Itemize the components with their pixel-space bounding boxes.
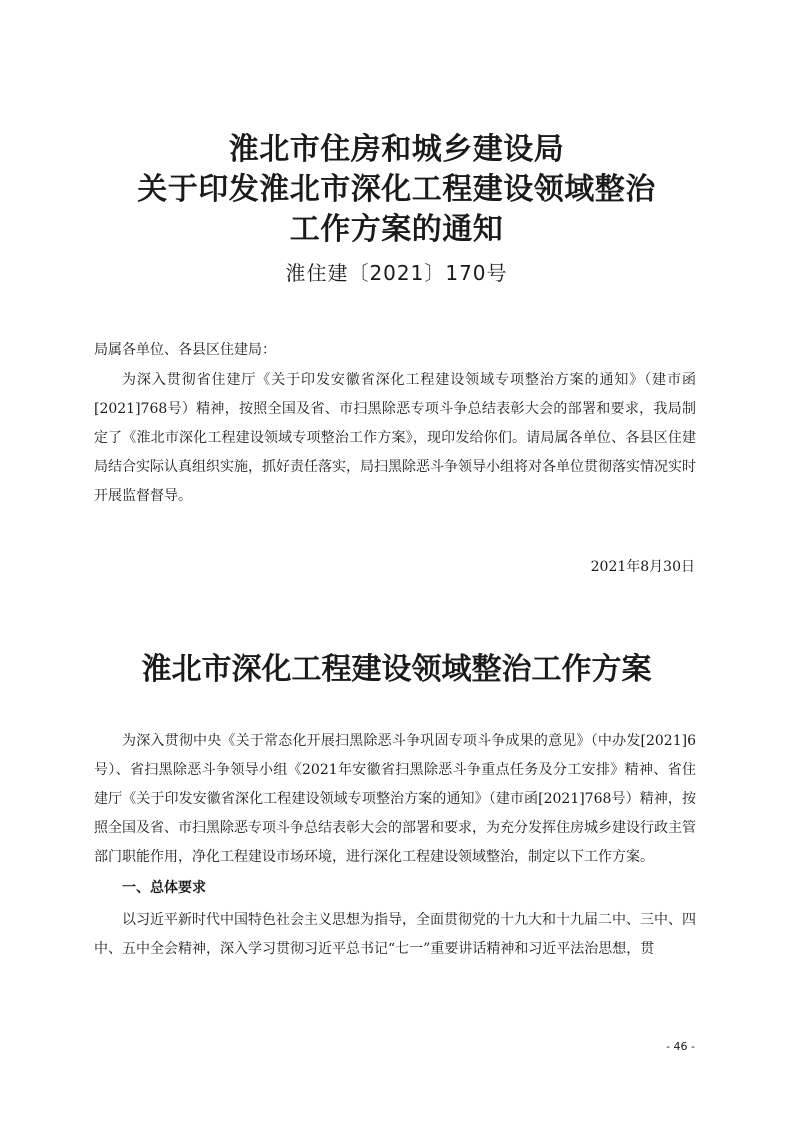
section-heading-general-requirements: 一、总体要求	[122, 880, 206, 896]
plan-intro-paragraph: 为深入贯彻中央《关于常态化开展扫黑除恶斗争巩固专项斗争成果的意见》（中办发[2021]6号）、省扫黑除恶斗争领导小组《2021年安徽省扫黑除恶斗争重点任务及分工安排》精神、省住建厅《关于印发安徽省深化工程建设领域专项整治方案的通知》（建市函[2021]768号）精神，按照全国及省、市扫黑除恶专项斗争总结表彰大会的部署和要求，为充分发挥住房城乡建设行政主管部门职能作用，净化工程建设市场环境，进行深化工程建设领域整治，制定以下工作方案。	[94, 733, 696, 865]
plan-title: 淮北市深化工程建设领域整治工作方案	[141, 652, 652, 687]
issue-date: 2021年8月30日	[590, 559, 695, 575]
notice-title-line-1: 淮北市住房和城乡建设局	[228, 132, 565, 167]
notice-title-line-3: 工作方案的通知	[289, 212, 504, 247]
page-number: - 46 -	[666, 1040, 695, 1053]
notice-title	[0, 130, 793, 250]
notice-paragraph: 为深入贯彻省住建厅《关于印发安徽省深化工程建设领域专项整治方案的通知》（建市函[2021]768号）精神，按照全国及省、市扫黑除恶专项斗争总结表彰大会的部署和要求，我局制定了《淮北市深化工程建设领域专项整治工作方案》，现印发给你们。请局属各单位、各县区住建局结合实际认真组织实施，抓好责任落实，局扫黑除恶斗争领导小组将对各单位贯彻落实情况实时开展监督督导。	[94, 372, 696, 504]
section-paragraph-general-requirements: 以习近平新时代中国特色社会主义思想为指导，全面贯彻党的十九大和十九届二中、三中、四中、五中全会精神，深入学习贯彻习近平总书记“七一”重要讲话精神和习近平法治思想，贯	[94, 912, 696, 957]
document-number: 淮住建〔2021〕170号	[285, 261, 508, 285]
notice-title-line-2: 关于印发淮北市深化工程建设领域整治	[137, 172, 656, 207]
addressee: 局属各单位、各县区住建局：	[94, 342, 276, 358]
